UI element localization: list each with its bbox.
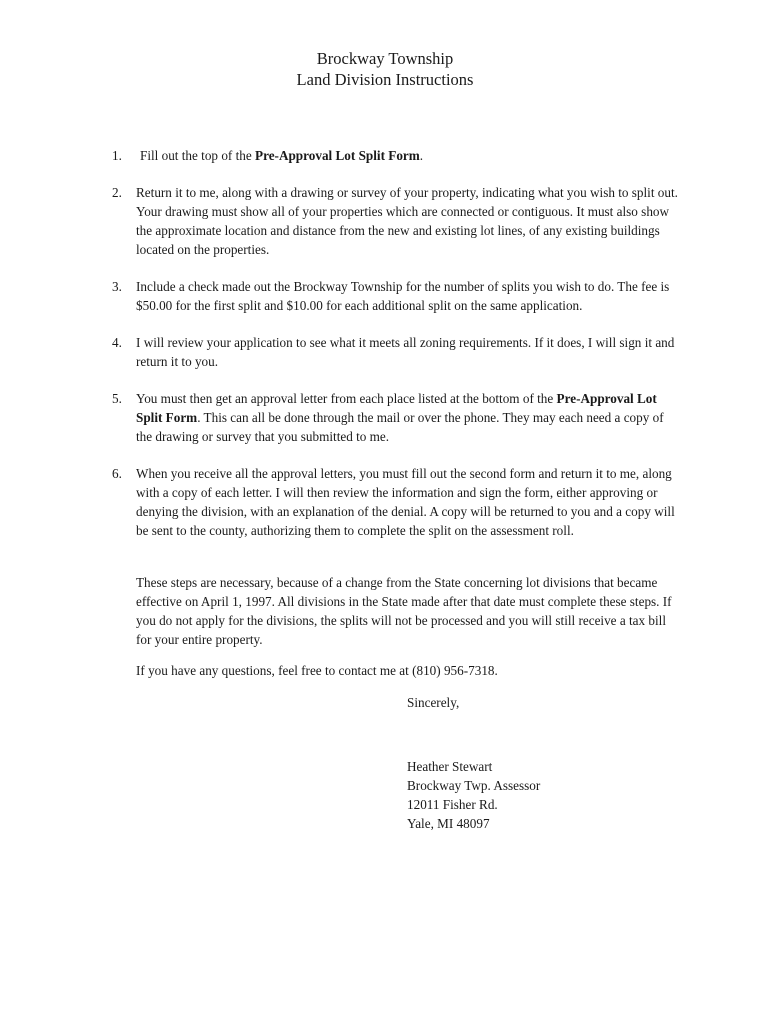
step-number: 6. (112, 466, 122, 481)
step-5 (112, 389, 680, 446)
step-3 (112, 277, 680, 315)
step-2 (112, 183, 680, 259)
step-text: Return it to me, along with a drawing or survey of your property, indicating what you wish to split out. Your drawing must show all of your properties which are connected or contiguous. It must also show the approximate location and distance from the new and existing lot lines, of any existing buildings located on the properties. (136, 185, 678, 257)
signer-name: Heather Stewart (407, 759, 493, 774)
explanation-paragraph: These steps are necessary, because of a change from the State concerning lot divisions that became effective on April 1, 1997. All divisions in the State made after that date must complete these steps. If you do not apply for the divisions, the splits will not be processed and you will still receive a tax bill for your entire property. (136, 575, 672, 647)
instruction-steps (112, 146, 680, 558)
form-name-bold: Pre-Approval Lot Split Form (255, 148, 420, 163)
step-number: 2. (112, 185, 122, 200)
step-text: Fill out the top of the Pre-Approval Lot Split Form. (140, 148, 424, 163)
step-number: 4. (112, 335, 122, 350)
step-text: When you receive all the approval letters, you must fill out the second form and return it to me, along with a copy of each letter. I will then review the information and sign the form, either approving or denying the division, with an explanation of the denial. A copy will be returned to you and a copy will be sent to the county, authorizing them to complete the split on the assessment roll. (136, 466, 675, 538)
salutation: Sincerely, (407, 695, 460, 710)
document-title (0, 48, 770, 90)
step-text: I will review your application to see what it meets all zoning requirements. If it does, I will sign it and return it to you. (136, 335, 675, 369)
step-text: Include a check made out the Brockway Township for the number of splits you wish to do. The fee is $50.00 for the first split and $10.00 for each additional split on the same application. (136, 279, 670, 313)
step-4 (112, 333, 680, 371)
contact-paragraph: If you have any questions, feel free to contact me at (810) 956-7318. (136, 663, 498, 678)
step-number: 3. (112, 279, 122, 294)
step-number: 5. (112, 391, 122, 406)
step-1 (112, 146, 680, 165)
step-6 (112, 464, 680, 540)
form-name-bold: Pre-Approval Lot Split Form (136, 391, 657, 425)
address-city: Yale, MI 48097 (407, 816, 490, 831)
title-line-2: Land Division Instructions (296, 70, 474, 89)
title-line-1: Brockway Township (316, 49, 454, 68)
step-number: 1. (112, 148, 122, 163)
step-text: You must then get an approval letter from each place listed at the bottom of the Pre-Approval Lot Split Form. This can all be done through the mail or over the phone. They may each need a copy of the drawing or survey that you submitted to me. (136, 391, 664, 444)
signature-block (407, 757, 540, 833)
signer-title: Brockway Twp. Assessor (407, 778, 541, 793)
address-street: 12011 Fisher Rd. (407, 797, 498, 812)
